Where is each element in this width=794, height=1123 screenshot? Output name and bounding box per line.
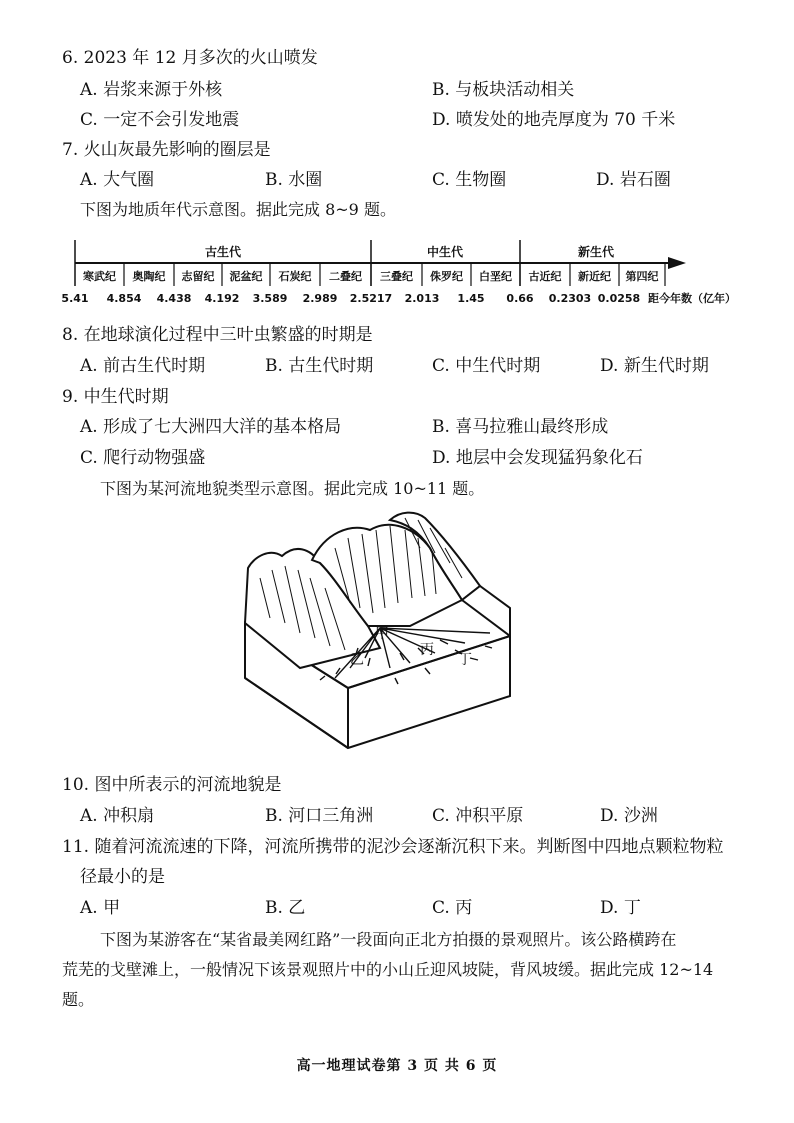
intro-12-14-line1: 下图为某游客在“某省最美网红路”一段面向正北方拍摄的景观照片。该公路横跨在 (100, 930, 677, 949)
geologic-timeline (0, 230, 794, 310)
question-11-stem-line1: 11. 随着河流流速的下降，河流所携带的泥沙会逐渐沉积下来。判断图中四地点颗粒物粒 (62, 837, 724, 857)
diagram-point-label: 乙 (350, 652, 364, 668)
timeline-age-label: 0.0258 (597, 292, 641, 305)
timeline-age-label: 3.589 (252, 292, 288, 305)
question-7-option-b[interactable]: B. 水圈 (265, 170, 323, 190)
timeline-period-label: 寒武纪 (83, 270, 116, 283)
question-6-option-d[interactable]: D. 喷发处的地壳厚度为 70 千米 (432, 110, 676, 130)
timeline-axis-label: 距今年数（亿年） (648, 292, 736, 305)
intro-12-14-line3: 题。 (62, 990, 95, 1009)
timeline-era-label: 新生代 (577, 245, 615, 259)
timeline-period-label: 石炭纪 (278, 270, 312, 283)
question-7-option-a[interactable]: A. 大气圈 (80, 170, 155, 190)
diagram-point-label: 丙 (420, 642, 434, 658)
timeline-age-label: 0.66 (506, 292, 534, 305)
intro-12-14-line2: 荒芜的戈壁滩上，一般情况下该景观照片中的小山丘迎风坡陡，背风坡缓。据此完成 12~14 (62, 960, 714, 979)
timeline-age-label: 5.41 (61, 292, 89, 305)
timeline-age-label: 2.989 (302, 292, 338, 305)
question-11-stem-line2: 径最小的是 (80, 867, 165, 887)
timeline-age-label: 4.438 (156, 292, 192, 305)
timeline-period-label: 古近纪 (528, 270, 562, 283)
question-9-option-c[interactable]: C. 爬行动物强盛 (80, 448, 206, 468)
question-10-option-a[interactable]: A. 冲积扇 (80, 806, 155, 826)
timeline-period-label: 第四纪 (625, 270, 659, 283)
question-8-option-a[interactable]: A. 前古生代时期 (80, 356, 206, 376)
timeline-period-label: 三叠纪 (380, 270, 413, 283)
intro-10-11: 下图为某河流地貌类型示意图。据此完成 10~11 题。 (100, 479, 485, 498)
question-8-option-d[interactable]: D. 新生代时期 (600, 356, 709, 376)
question-8-option-b[interactable]: B. 古生代时期 (265, 356, 374, 376)
question-8-stem: 8. 在地球演化过程中三叶虫繁盛的时期是 (62, 325, 373, 345)
timeline-period-label: 志留纪 (181, 270, 215, 283)
timeline-period-label: 新近纪 (578, 270, 611, 283)
question-6-option-a[interactable]: A. 岩浆来源于外核 (80, 80, 223, 100)
question-7-option-c[interactable]: C. 生物圈 (432, 170, 507, 190)
question-9-stem: 9. 中生代时期 (62, 387, 169, 407)
timeline-age-label: 4.854 (106, 292, 142, 305)
timeline-age-label: 2.013 (404, 292, 440, 305)
question-6-option-c[interactable]: C. 一定不会引发地震 (80, 110, 240, 130)
question-10-option-b[interactable]: B. 河口三角洲 (265, 806, 374, 826)
diagram-point-label: 甲 (375, 626, 389, 642)
timeline-age-label: 4.192 (204, 292, 240, 305)
timeline-era-label: 古生代 (204, 245, 242, 259)
timeline-period-label: 泥盆纪 (229, 270, 263, 283)
question-11-option-b[interactable]: B. 乙 (265, 898, 306, 918)
question-7-option-d[interactable]: D. 岩石圈 (596, 170, 671, 190)
question-9-option-b[interactable]: B. 喜马拉雅山最终形成 (432, 417, 609, 437)
question-10-option-c[interactable]: C. 冲积平原 (432, 806, 524, 826)
question-7-stem: 7. 火山灰最先影响的圈层是 (62, 140, 271, 160)
question-11-option-c[interactable]: C. 丙 (432, 898, 473, 918)
timeline-period-label: 奥陶纪 (132, 270, 166, 283)
page-footer: 高一地理试卷第 3 页 共 6 页 (296, 1058, 498, 1074)
timeline-period-label: 白垩纪 (479, 270, 512, 283)
timeline-period-label: 二叠纪 (329, 270, 362, 283)
timeline-age-label: 1.45 (457, 292, 485, 305)
question-9-option-d[interactable]: D. 地层中会发现猛犸象化石 (432, 448, 643, 468)
question-10-option-d[interactable]: D. 沙洲 (600, 806, 658, 826)
question-6-option-b[interactable]: B. 与板块活动相关 (432, 80, 575, 100)
question-8-option-c[interactable]: C. 中生代时期 (432, 356, 541, 376)
timeline-period-label: 侏罗纪 (430, 270, 463, 283)
diagram-point-label: 丁 (458, 652, 472, 668)
question-10-stem: 10. 图中所表示的河流地貌是 (62, 775, 282, 795)
timeline-age-label: 0.2303 (548, 292, 592, 305)
question-6-stem: 6. 2023 年 12 月多次的火山喷发 (62, 48, 318, 68)
river-landform-diagram (240, 508, 530, 753)
intro-8-9: 下图为地质年代示意图。据此完成 8~9 题。 (80, 200, 396, 219)
timeline-era-label: 中生代 (426, 245, 464, 259)
question-9-option-a[interactable]: A. 形成了七大洲四大洋的基本格局 (80, 417, 342, 437)
question-11-option-d[interactable]: D. 丁 (600, 898, 641, 918)
timeline-age-label: 2.5217 (349, 292, 393, 305)
question-11-option-a[interactable]: A. 甲 (80, 898, 121, 918)
